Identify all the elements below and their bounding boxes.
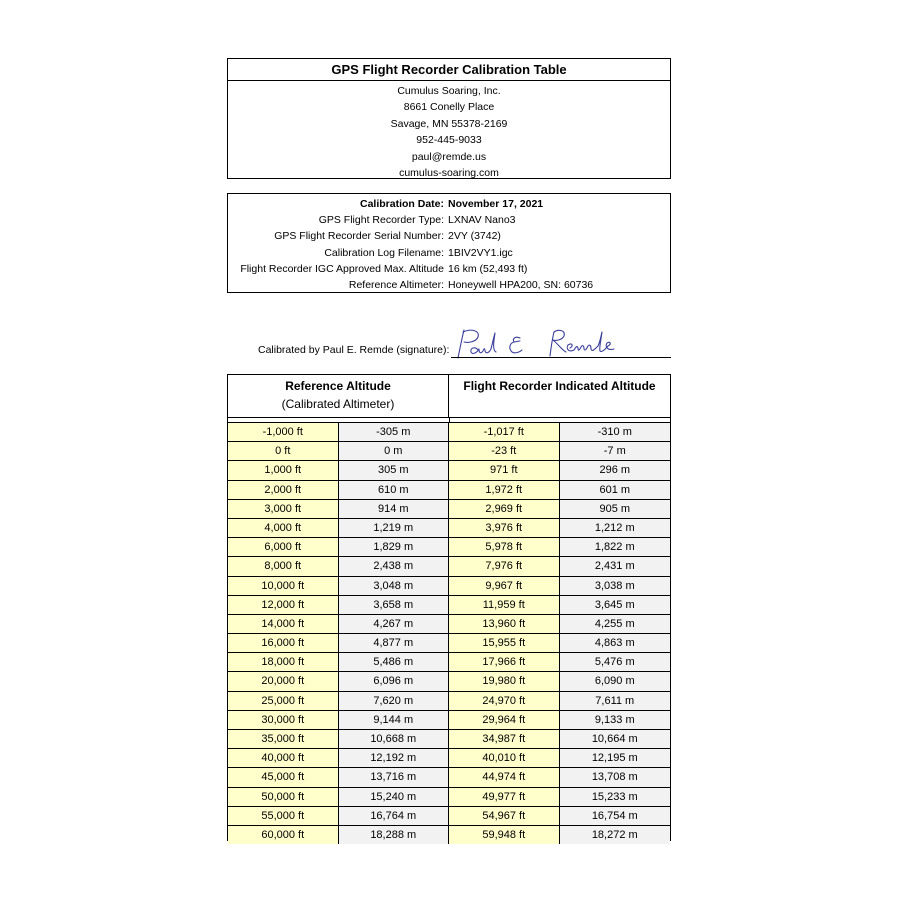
indicated-m-cell: 6,090 m (560, 672, 671, 690)
info-label: Reference Altimeter: (348, 278, 444, 291)
table-header (228, 375, 670, 418)
table-row (228, 806, 670, 825)
reference-ft-cell: 0 ft (228, 442, 339, 460)
reference-m-cell: 305 m (339, 461, 450, 479)
indicated-m-cell: 3,645 m (560, 596, 671, 614)
info-label: Calibration Date: (359, 198, 444, 210)
reference-m-cell: -305 m (339, 423, 450, 441)
info-value: 16 km (52,493 ft) (448, 262, 528, 275)
indicated-ft-cell: 44,974 ft (449, 768, 560, 786)
reference-m-cell: 7,620 m (339, 692, 450, 710)
table-row (228, 614, 670, 633)
reference-m-cell: 0 m (339, 442, 450, 460)
table-row (228, 460, 670, 479)
indicated-m-cell: 10,664 m (560, 730, 671, 748)
indicated-ft-cell: 24,970 ft (449, 692, 560, 710)
reference-m-cell: 12,192 m (339, 749, 450, 767)
reference-m-cell: 610 m (339, 481, 450, 499)
reference-m-cell: 5,486 m (339, 653, 450, 671)
reference-m-cell: 1,829 m (339, 538, 450, 556)
indicated-ft-cell: 3,976 ft (449, 519, 560, 537)
table-row (228, 825, 670, 844)
table-row (228, 691, 670, 710)
table-row (228, 633, 670, 652)
reference-m-cell: 3,048 m (339, 577, 450, 595)
table-row (228, 518, 670, 537)
address-line: Savage, MN 55378-2169 (390, 117, 508, 130)
table-row (228, 422, 670, 441)
reference-ft-cell: 14,000 ft (228, 615, 339, 633)
address-line: 8661 Conelly Place (403, 101, 495, 114)
indicated-ft-cell: 59,948 ft (449, 826, 560, 844)
table-row (228, 652, 670, 671)
reference-ft-cell: 18,000 ft (228, 653, 339, 671)
table-row (228, 767, 670, 786)
reference-ft-cell: 1,000 ft (228, 461, 339, 479)
reference-ft-cell: 45,000 ft (228, 768, 339, 786)
indicated-ft-cell: -23 ft (449, 442, 560, 460)
reference-ft-cell: 55,000 ft (228, 807, 339, 825)
reference-ft-cell: 60,000 ft (228, 826, 339, 844)
indicated-m-cell: 5,476 m (560, 653, 671, 671)
reference-m-cell: 4,267 m (339, 615, 450, 633)
reference-ft-cell: 4,000 ft (228, 519, 339, 537)
reference-ft-cell: 25,000 ft (228, 692, 339, 710)
reference-m-cell: 13,716 m (339, 768, 450, 786)
indicated-ft-cell: 54,967 ft (449, 807, 560, 825)
signature-line (451, 357, 671, 358)
table-row (228, 576, 670, 595)
indicated-m-cell: 4,255 m (560, 615, 671, 633)
address-line: 952-445-9033 (416, 134, 482, 147)
table-row (228, 748, 670, 767)
table-body (228, 422, 670, 844)
reference-ft-cell: 8,000 ft (228, 557, 339, 575)
reference-m-cell: 3,658 m (339, 596, 450, 614)
indicated-ft-cell: -1,017 ft (449, 423, 560, 441)
indicated-m-cell: 905 m (560, 500, 671, 518)
indicated-ft-cell: 49,977 ft (449, 788, 560, 806)
indicated-m-cell: -310 m (560, 423, 671, 441)
indicated-m-cell: 9,133 m (560, 711, 671, 729)
calibration-table (227, 374, 671, 841)
indicated-ft-cell: 7,976 ft (449, 557, 560, 575)
document-title: GPS Flight Recorder Calibration Table (228, 59, 670, 81)
table-row (228, 787, 670, 806)
info-value: Honeywell HPA200, SN: 60736 (448, 278, 594, 291)
reference-m-cell: 9,144 m (339, 711, 450, 729)
indicated-ft-cell: 15,955 ft (449, 634, 560, 652)
company-address (228, 81, 670, 181)
reference-ft-cell: 3,000 ft (228, 500, 339, 518)
indicated-m-cell: 3,038 m (560, 577, 671, 595)
table-row (228, 499, 670, 518)
indicated-m-cell: 1,212 m (560, 519, 671, 537)
reference-m-cell: 4,877 m (339, 634, 450, 652)
reference-m-cell: 16,764 m (339, 807, 450, 825)
table-row (228, 480, 670, 499)
reference-ft-cell: 16,000 ft (228, 634, 339, 652)
indicated-ft-cell: 40,010 ft (449, 749, 560, 767)
info-value: LXNAV Nano3 (448, 214, 516, 227)
info-row (228, 277, 670, 293)
header-spacer (228, 418, 670, 422)
company-header (227, 58, 671, 179)
address-line: paul@remde.us (411, 150, 487, 163)
info-label: GPS Flight Recorder Type: (318, 214, 444, 227)
indicated-ft-cell: 1,972 ft (449, 481, 560, 499)
indicated-m-cell: 15,233 m (560, 788, 671, 806)
indicated-ft-cell: 971 ft (449, 461, 560, 479)
table-row (228, 710, 670, 729)
indicated-ft-cell: 29,964 ft (449, 711, 560, 729)
info-value: 2VY (3742) (448, 230, 501, 243)
indicated-ft-cell: 5,978 ft (449, 538, 560, 556)
signature-label: Calibrated by Paul E. Remde (signature): (258, 344, 450, 356)
indicated-ft-cell: 13,960 ft (449, 615, 560, 633)
reference-ft-cell: 50,000 ft (228, 788, 339, 806)
info-label: Flight Recorder IGC Approved Max. Altitude (240, 262, 444, 275)
reference-ft-cell: 2,000 ft (228, 481, 339, 499)
reference-m-cell: 6,096 m (339, 672, 450, 690)
table-row (228, 671, 670, 690)
calibration-info (227, 193, 671, 293)
info-label: GPS Flight Recorder Serial Number: (274, 230, 444, 243)
indicated-ft-cell: 9,967 ft (449, 577, 560, 595)
reference-m-cell: 914 m (339, 500, 450, 518)
reference-m-cell: 10,668 m (339, 730, 450, 748)
indicated-m-cell: 12,195 m (560, 749, 671, 767)
info-row (228, 228, 670, 244)
indicated-altitude-header (449, 375, 670, 417)
info-row (228, 212, 670, 228)
indicated-m-cell: 2,431 m (560, 557, 671, 575)
table-row (228, 556, 670, 575)
reference-ft-cell: -1,000 ft (228, 423, 339, 441)
table-row (228, 595, 670, 614)
reference-m-cell: 15,240 m (339, 788, 450, 806)
indicated-ft-cell: 19,980 ft (449, 672, 560, 690)
info-value: November 17, 2021 (448, 198, 544, 210)
reference-m-cell: 2,438 m (339, 557, 450, 575)
reference-altitude-title: Reference Altitude (285, 379, 391, 393)
handwritten-signature (450, 326, 630, 360)
indicated-altitude-title: Flight Recorder Indicated Altitude (463, 379, 656, 393)
indicated-m-cell: -7 m (560, 442, 671, 460)
reference-m-cell: 18,288 m (339, 826, 450, 844)
indicated-m-cell: 7,611 m (560, 692, 671, 710)
table-row (228, 441, 670, 460)
info-row (228, 245, 670, 261)
indicated-m-cell: 18,272 m (560, 826, 671, 844)
address-line: Cumulus Soaring, Inc. (397, 85, 501, 97)
info-value: 1BIV2VY1.igc (448, 246, 513, 259)
reference-m-cell: 1,219 m (339, 519, 450, 537)
reference-ft-cell: 35,000 ft (228, 730, 339, 748)
indicated-m-cell: 13,708 m (560, 768, 671, 786)
table-row (228, 729, 670, 748)
reference-ft-cell: 6,000 ft (228, 538, 339, 556)
indicated-ft-cell: 17,966 ft (449, 653, 560, 671)
indicated-m-cell: 4,863 m (560, 634, 671, 652)
info-row (228, 261, 670, 277)
reference-altitude-header (228, 375, 449, 417)
table-row (228, 537, 670, 556)
reference-ft-cell: 10,000 ft (228, 577, 339, 595)
indicated-ft-cell: 11,959 ft (449, 596, 560, 614)
indicated-m-cell: 1,822 m (560, 538, 671, 556)
info-label: Calibration Log Filename: (324, 246, 444, 259)
indicated-m-cell: 296 m (560, 461, 671, 479)
indicated-ft-cell: 2,969 ft (449, 500, 560, 518)
reference-altitude-subtitle: (Calibrated Altimeter) (281, 397, 395, 411)
indicated-ft-cell: 34,987 ft (449, 730, 560, 748)
address-line: cumulus-soaring.com (399, 166, 499, 179)
reference-ft-cell: 40,000 ft (228, 749, 339, 767)
reference-ft-cell: 20,000 ft (228, 672, 339, 690)
info-row (228, 196, 670, 212)
indicated-m-cell: 16,754 m (560, 807, 671, 825)
indicated-m-cell: 601 m (560, 481, 671, 499)
reference-ft-cell: 12,000 ft (228, 596, 339, 614)
reference-ft-cell: 30,000 ft (228, 711, 339, 729)
